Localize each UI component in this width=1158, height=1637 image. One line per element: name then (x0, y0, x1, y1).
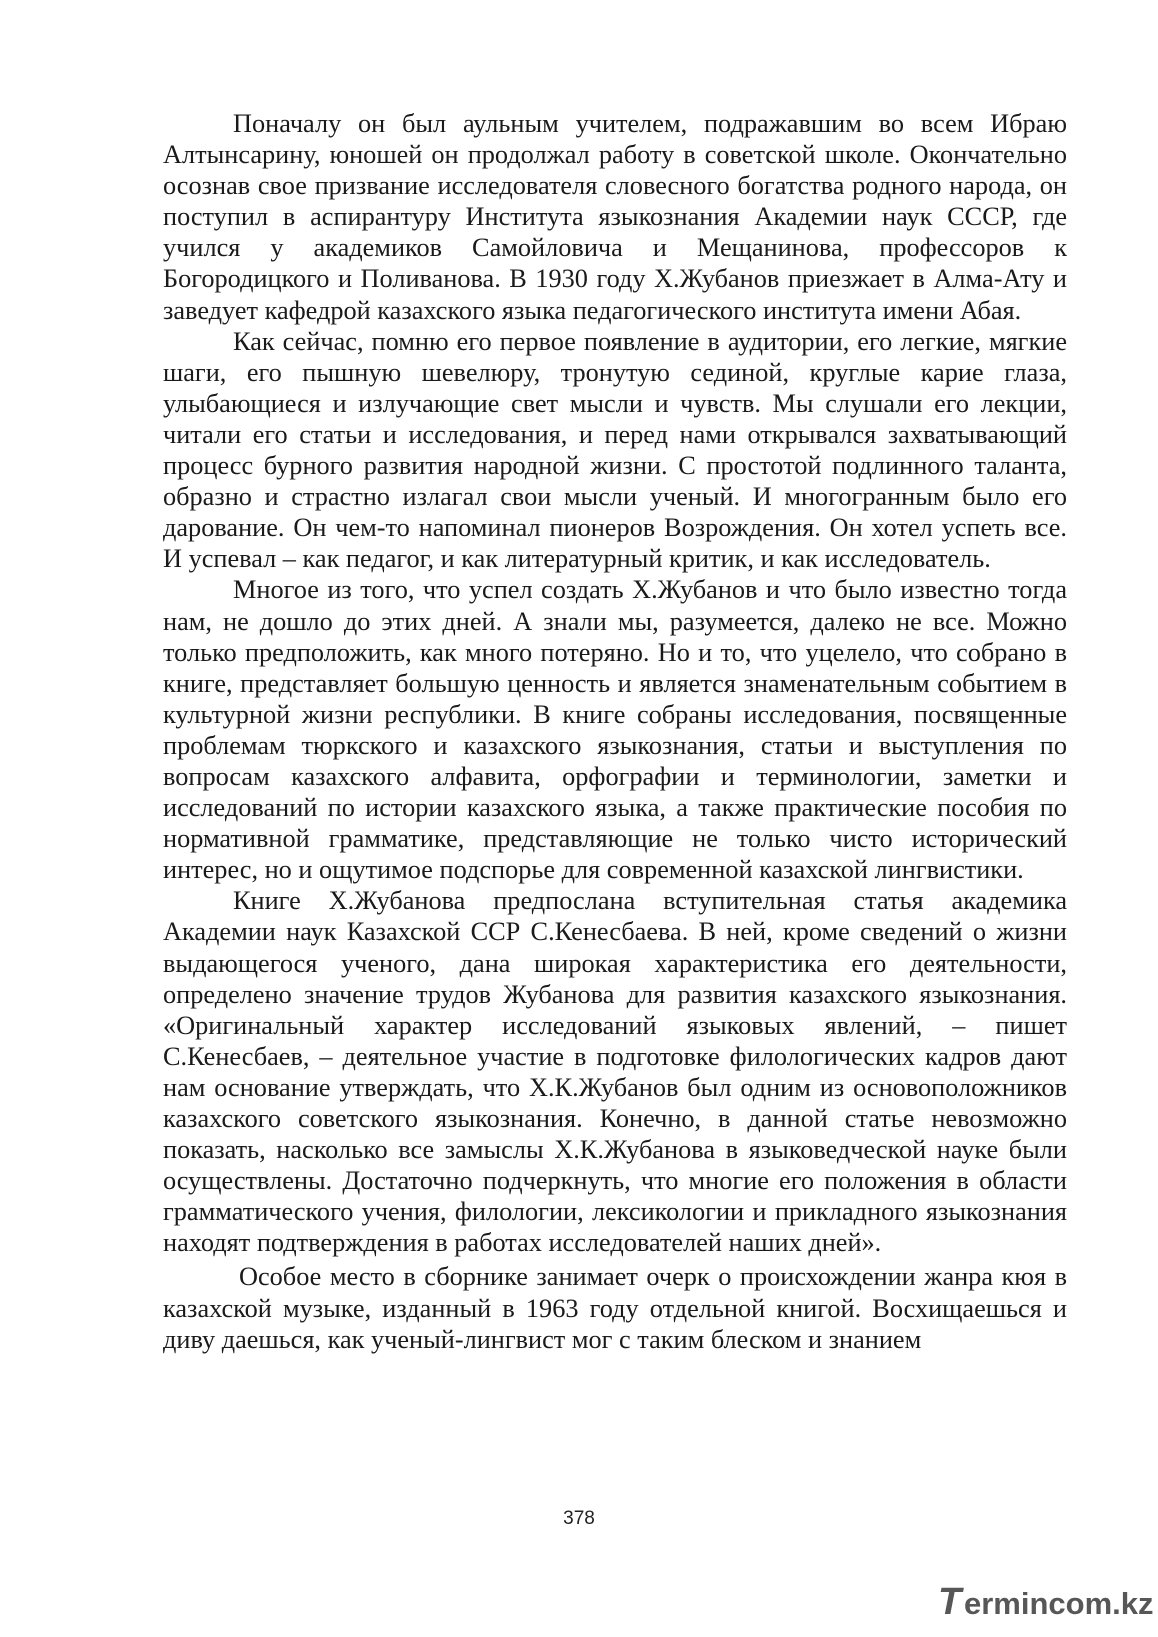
paragraph-3: Многое из того, что успел создать Х.Жубанов и что было известно тогда нам, не дошло до этих дней. А знали мы, разумеется, далеко не все. Можно только предположить, как много потеряно. Но и то, что уцелело, что собрано в книге, представляет большую ценность и является знаменательным событием в культурной жизни республики. В книге собраны исследования, посвященные проблемам тюркского и казахского языкознания, статьи и выступления по вопросам казахского алфавита, орфографии и терминологии, заметки и исследований по истории казахского языка, а также практические пособия по нормативной грамматике, представляющие не только чисто исторический интерес, но и ощутимое подспорье для современной казахской лингвистики. (163, 575, 1067, 885)
watermark-text: ermincom.kz (964, 1586, 1154, 1621)
paragraph-4: Книге Х.Жубанова предпослана вступительная статья академика Академии наук Казахской ССР С.Кенесбаева. В ней, кроме сведений о жизни выдающегося ученого, дана широкая характеристика его деятельности, определено значение трудов Жубанова для развития казахского языкознания. «Оригинальный характер исследований языковых явлений, – пишет С.Кенесбаев, – деятельное участие в подготовке филологических кадров дают нам основание утверждать, что Х.К.Жубанов был одним из основоположников казахского советского языкознания. Конечно, в данной статье невозможно показать, насколько все замыслы Х.К.Жубанова в языковедческой науке были осуществлены. Достаточно подчеркнуть, что многие его положения в области грамматического учения, филологии, лексикологии и прикладного языкознания находят подтверждения в работах исследователей наших дней». (163, 886, 1067, 1258)
paragraph-1: Поначалу он был аульным учителем, подражавшим во всем Ибраю Алтынсарину, юношей он продолжал работу в советской школе. Окончательно осознав свое призвание исследователя словесного богатства родного народа, он поступил в аспирантуру Института языкознания Академии наук СССР, где учился у академиков Самойловича и Мещанинова, профессоров к Богородицкого и Поливанова. В 1930 году Х.Жубанов приезжает в Алма-Ату и заведует кафедрой казахского языка педагогического института имени Абая. (163, 109, 1067, 325)
paragraph-2: Как сейчас, помню его первое появление в аудитории, его легкие, мягкие шаги, его пышную шевелюру, тронутую сединой, круглые карие глаза, улыбающиеся и излучающие свет мысли и чувств. Мы слушали его лекции, читали его статьи и исследования, и перед нами открывался захватывающий процесс бурного развития народной жизни. С простотой подлинного таланта, образно и страстно излагал свои мысли ученый. И многогранным было его дарование. Он чем-то напоминал пионеров Возрождения. Он хотел успеть все. И успевал – как педагог, и как литературный критик, и как исследователь. (163, 326, 1067, 574)
page-number: 378 (563, 1508, 595, 1529)
paragraph-5: Особое место в сборнике занимает очерк о происхождении жанра кюя в казахской музыке, изданный в 1963 году отдельной книгой. Восхищаешься и диву даешься, как ученый-лингвист мог с таким блеском и знанием (163, 1262, 1067, 1354)
svg-text:T: T (938, 1581, 962, 1623)
page-body (163, 108, 1067, 1355)
termincom-logo-icon (938, 1580, 1154, 1625)
watermark (938, 1581, 1154, 1625)
